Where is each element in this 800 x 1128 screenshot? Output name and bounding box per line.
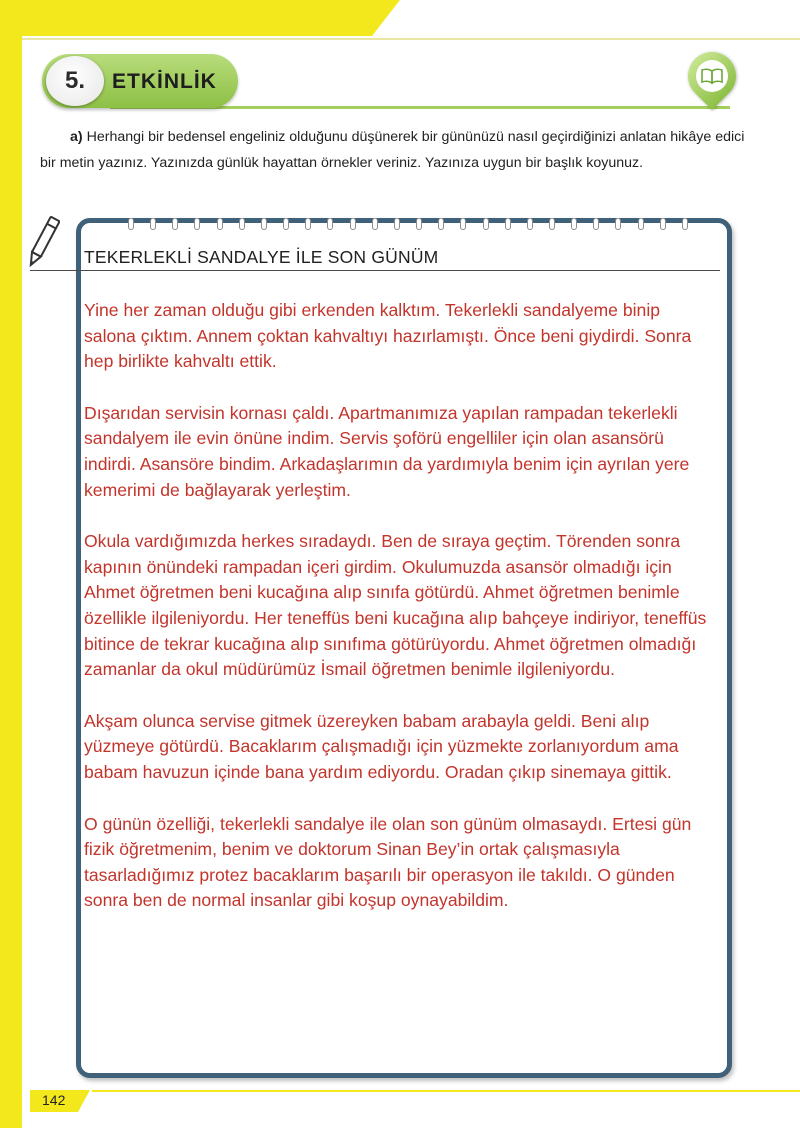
spiral-ring: [283, 218, 289, 230]
story-paragraph: Yine her zaman olduğu gibi erkenden kalktım. Tekerlekli sandalyeme binip salona çıktım. Annem çoktan kahvaltıyı hazırlamıştı. Önce beni giydirdi. Sonra hep birlikte kahvaltı ettik.: [84, 300, 692, 372]
spiral-ring: [128, 218, 134, 230]
instruction-text: Herhangi bir bedensel engeliniz olduğunu düşünerek bir gününüzü nasıl geçirdiğinizi anlatan hikâye edici bir metin yazınız. Yazınızda günlük hayattan örnekler veriniz. Yazınıza uygun bir başlık koyunuz.: [40, 129, 745, 171]
spiral-ring: [638, 218, 644, 230]
spiral-ring: [571, 218, 577, 230]
spiral-ring: [593, 218, 599, 230]
spiral-ring: [305, 218, 311, 230]
spiral-ring: [615, 218, 621, 230]
open-book-icon: [696, 60, 728, 92]
spiral-ring: [327, 218, 333, 230]
activity-number: 5.: [46, 56, 104, 106]
notebook-spiral: [128, 218, 688, 232]
activity-label: ETKİNLİK: [112, 70, 217, 93]
spiral-ring: [460, 218, 466, 230]
spiral-ring: [416, 218, 422, 230]
spiral-ring: [682, 218, 688, 230]
story-body: [84, 298, 712, 940]
spiral-ring: [549, 218, 555, 230]
spiral-ring: [505, 218, 511, 230]
story-paragraph: Okula vardığımızda herkes sıradaydı. Ben de sıraya geçtim. Törenden sonra kapının önündeki rampadan içeri girdim. Okulumuzda asansör olmadığı için Ahmet öğretmen beni kucağına alıp sınıfa götürdü. Ahmet öğretmen benimle özellikle ilgileniyordu. Her teneffüs beni kucağına alıp bahçeye indiriyor, teneffüs bitince de tekrar kucağına alıp sınıfıma götürüyordu. Ahmet öğretmen olmadığı zamanlar da okul müdürümüz İsmail öğretmen benimle ilgileniyordu.: [84, 531, 707, 680]
story-title: TEKERLEKLİ SANDALYE İLE SON GÜNÜM: [84, 247, 439, 267]
pencil-icon: [26, 214, 60, 270]
story-paragraph: O günün özelliği, tekerlekli sandalye ile olan son günüm olmasaydı. Ertesi gün fizik öğretmenim, benim ve doktorum Sinan Bey’in ortak çalışmasıyla tasarladığımız protez bacaklarım başarılı bir operasyon ile takıldı. O günden sonra ben de normal insanlar gibi koşup oynayabildim.: [84, 813, 692, 911]
spiral-ring: [527, 218, 533, 230]
bottom-rule: [92, 1090, 800, 1092]
spiral-ring: [194, 218, 200, 230]
spiral-ring: [217, 218, 223, 230]
spiral-ring: [394, 218, 400, 230]
instruction-label: a): [70, 129, 83, 145]
top-rule: [22, 38, 800, 40]
spiral-ring: [150, 218, 156, 230]
book-pin-marker: [678, 42, 746, 110]
spiral-ring: [372, 218, 378, 230]
spiral-ring: [261, 218, 267, 230]
spiral-ring: [172, 218, 178, 230]
spiral-ring: [239, 218, 245, 230]
title-rule: [30, 270, 720, 271]
story-paragraph: Akşam olunca servise gitmek üzereyken babam arabayla geldi. Beni alıp yüzmeye götürdü. Bacaklarım çalışmadığı için yüzmekte zorlanıyordum ama babam havuzun içinde bana yardım ediyordu. Oradan çıkıp sinemaya gittik.: [84, 710, 679, 782]
spiral-ring: [483, 218, 489, 230]
page-side-stripe: [0, 0, 22, 1128]
spiral-ring: [660, 218, 666, 230]
spiral-ring: [438, 218, 444, 230]
spiral-ring: [350, 218, 356, 230]
page-number: 142: [42, 1092, 66, 1108]
activity-instructions: [40, 124, 760, 176]
page-top-corner: [0, 0, 400, 36]
story-paragraph: Dışarıdan servisin kornası çaldı. Apartmanımıza yapılan rampadan tekerlekli sandalyem ile evin önüne indim. Servis şoförü engelliler için olan asansörü indirdi. Asansöre bindim. Arkadaşlarımın da yardımıyla benim için ayrılan yere kemerimi de bağlayarak yerleştim.: [84, 402, 690, 500]
